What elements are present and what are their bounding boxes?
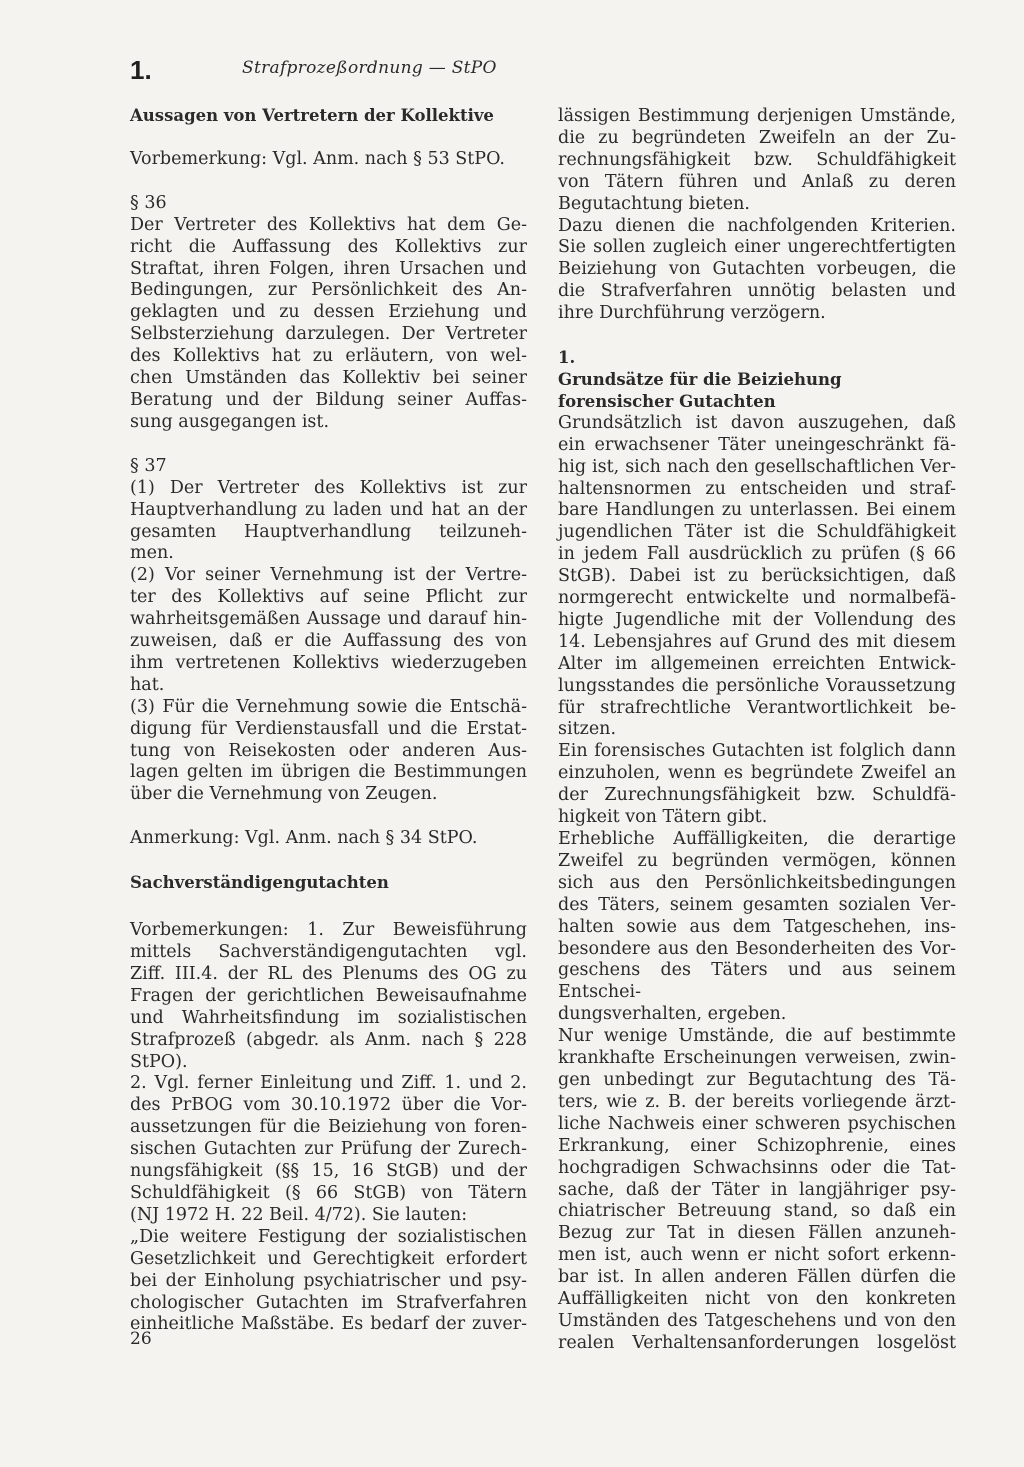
text-line: bar ist. In allen anderen Fällen dürfen die — [558, 1267, 956, 1288]
text-line: Vorbemerkungen: 1. Zur Beweisführung — [130, 920, 527, 941]
page-header — [130, 55, 520, 85]
text-line: krankhafte Erscheinungen verweisen, zwin- — [558, 1048, 956, 1069]
left-column — [130, 105, 527, 1336]
text-line: zuweisen, daß er die Auffassung des von — [130, 631, 527, 652]
text-line: nungsfähigkeit (§§ 15, 16 StGB) und der — [130, 1161, 527, 1182]
text-line: ter des Kollektivs auf seine Pflicht zur — [130, 587, 527, 608]
text-line: hat. — [130, 674, 165, 695]
text-line: (3) Für die Vernehmung sowie die Entschä- — [130, 696, 527, 717]
text-line: Zweifel zu begründen vermögen, können — [558, 850, 956, 871]
text-line: sischen Gutachten zur Prüfung der Zurech- — [130, 1139, 527, 1160]
text-line: und Wahrheitsfindung im sozialistischen — [130, 1007, 527, 1028]
text-line: Erhebliche Auffälligkeiten, die derartige — [558, 829, 956, 849]
section-heading-sachverstaendige: Sachverständigengutachten — [130, 873, 389, 893]
text-line: ein erwachsener Täter uneingeschränkt fä- — [558, 434, 956, 455]
text-line: aussetzungen für die Beiziehung von foren- — [130, 1117, 527, 1138]
note-37: Anmerkung: Vgl. Anm. nach § 34 StPO. — [130, 828, 478, 849]
text-line: Bezug zur Tat in diesen Fällen anzuneh- — [558, 1223, 956, 1244]
text-line: einzuholen, wenn es begründete Zweifel an — [558, 763, 956, 784]
text-line: Grundsätzlich ist davon auszugehen, daß — [558, 412, 956, 433]
text-line: Ziff. III.4. der RL des Plenums des OG zu — [130, 963, 527, 984]
text-line: men. — [130, 543, 174, 564]
right-column — [558, 106, 956, 1355]
text-line: 14. Lebensjahres auf Grund des mit diesem — [558, 631, 956, 652]
text-line: hochgradigen Schwachsinns oder die Tat- — [558, 1157, 956, 1178]
text-line: Selbsterziehung darzulegen. Der Vertreter — [130, 324, 527, 345]
section-1-body — [558, 413, 956, 1355]
intro-continuation — [558, 106, 956, 325]
text-line: men ist, auch wenn er nicht sofort erkenn- — [558, 1245, 956, 1266]
text-line: higkeit von Tätern gibt. — [558, 807, 768, 828]
text-line: die zu begründeten Zweifeln an der Zu- — [558, 127, 956, 148]
paragraph-36-text — [130, 215, 527, 434]
text-line: StGB). Dabei ist zu berücksichtigen, daß — [558, 566, 956, 587]
section-title-line: forensischer Gutachten — [558, 391, 776, 411]
paragraph-label-37: § 37 — [130, 455, 167, 476]
text-line: (1) Der Vertreter des Kollektivs ist zur — [130, 477, 527, 498]
text-line: Bedingungen, zur Persönlichkeit des An- — [130, 280, 527, 301]
text-line: Begutachtung bieten. — [558, 193, 750, 214]
chapter-number: 1. — [130, 55, 152, 85]
text-line: geklagten und zu dessen Erziehung und — [130, 302, 527, 323]
text-line: richt die Auffassung des Kollektivs zur — [130, 236, 527, 257]
text-line: Gesetzlichkeit und Gerechtigkeit erfordert — [130, 1248, 527, 1269]
text-line: ters, wie z. B. der bereits vorliegende ärzt- — [558, 1091, 956, 1112]
text-line: Straftat, ihren Folgen, ihren Ursachen und — [130, 258, 527, 279]
text-line: higte Jugendliche mit der Vollendung des — [558, 609, 956, 630]
text-line: bare Handlungen zu unterlassen. Bei einem — [558, 500, 956, 521]
text-line: liche Nachweis einer schweren psychischen — [558, 1113, 956, 1134]
text-line: wahrheitsgemäßen Aussage und darauf hin- — [130, 609, 527, 630]
text-line: besondere aus den Besonderheiten des Vor- — [558, 938, 956, 959]
text-line: rechnungsfähigkeit bzw. Schuldfähigkeit — [558, 149, 956, 170]
section-title-line: Grundsätze für die Beiziehung — [558, 369, 842, 389]
text-line: bei der Einholung psychiatrischer und psy- — [130, 1270, 527, 1291]
page-number: 26 — [130, 1329, 152, 1349]
text-line: jugendlichen Täter ist die Schuldfähigkeit — [558, 522, 956, 543]
text-line: lungsstandes die persönliche Voraussetzung — [558, 675, 956, 696]
text-line: mittels Sachverständigengutachten vgl. — [130, 942, 527, 962]
text-line: die Strafverfahren unnötig belasten und — [558, 281, 956, 302]
text-line: haltensnormen zu entscheiden und straf- — [558, 478, 956, 499]
text-line: realen Verhaltensanforderungen losgelöst — [558, 1332, 956, 1353]
text-line: ihre Durchführung verzögern. — [558, 303, 826, 324]
text-line: lässigen Bestimmung derjenigen Umstände, — [558, 106, 956, 126]
text-line: sitzen. — [558, 719, 617, 740]
text-line: „Die weitere Festigung der sozialistischen — [130, 1226, 527, 1247]
text-line: hig ist, sich nach den gesellschaftlichen Ver- — [558, 456, 956, 477]
text-line: Dazu dienen die nachfolgenden Kriterien. — [558, 215, 956, 236]
text-line: 2. Vgl. ferner Einleitung und Ziff. 1. und 2. — [130, 1073, 527, 1094]
text-line: sung ausgegangen ist. — [130, 411, 330, 432]
text-line: Ein forensisches Gutachten ist folglich dann — [558, 741, 956, 762]
text-line: (2) Vor seiner Vernehmung ist der Vertre- — [130, 565, 527, 586]
text-line: Fragen der gerichtlichen Beweisaufnahme — [130, 985, 527, 1006]
running-title: Strafprozeßordnung — StPO — [242, 58, 497, 78]
text-line: gesamten Hauptverhandlung teilzuneh- — [130, 521, 527, 542]
text-line: ihm vertretenen Kollektivs wiederzugeben — [130, 652, 527, 673]
text-line: über die Vernehmung von Zeugen. — [130, 784, 438, 805]
text-line: Sie sollen zugleich einer ungerechtfertigten — [558, 237, 956, 258]
paragraph-37-text — [130, 478, 527, 807]
section-number-1: 1. — [558, 348, 576, 368]
text-line: sache, daß der Täter in langjähriger psy- — [558, 1179, 956, 1200]
text-line: der Zurechnungsfähigkeit bzw. Schuldfä- — [558, 785, 956, 806]
section-heading-kollektive: Aussagen von Vertretern der Kollektive — [130, 106, 494, 125]
text-line: Schuldfähigkeit (§ 66 StGB) von Tätern — [130, 1182, 527, 1203]
text-line: tung von Reisekosten oder anderen Aus- — [130, 740, 527, 761]
text-line: Auffälligkeiten nicht von den konkreten — [558, 1289, 956, 1310]
text-line: Beratung und der Bildung seiner Auffas- — [130, 389, 527, 410]
prelim-note-36: Vorbemerkung: Vgl. Anm. nach § 53 StPO. — [130, 148, 505, 169]
paragraph-label-36: § 36 — [130, 192, 167, 213]
text-line: (NJ 1972 H. 22 Beil. 4/72). Sie lauten: — [130, 1204, 468, 1225]
text-line: Hauptverhandlung zu laden und hat an der — [130, 499, 527, 520]
text-line: Nur wenige Umstände, die auf bestimmte — [558, 1026, 956, 1047]
text-line: des Kollektivs hat zu erläutern, von wel- — [130, 346, 527, 367]
text-line: Erkrankung, einer Schizophrenie, eines — [558, 1135, 956, 1156]
text-line: für strafrechtliche Verantwortlichkeit be- — [558, 697, 956, 718]
text-line: chen Umständen das Kollektiv bei seiner — [130, 368, 527, 389]
text-line: des PrBOG vom 30.10.1972 über die Vor- — [130, 1095, 527, 1116]
text-line: in jedem Fall ausdrücklich zu prüfen (§ 66 — [558, 544, 956, 565]
text-line: Beiziehung von Gutachten vorbeugen, die — [558, 259, 956, 280]
text-line: StPO). — [130, 1051, 188, 1072]
text-line: lagen gelten im übrigen die Bestimmungen — [130, 762, 527, 783]
text-line: des Täters, seinem gesamten sozialen Ver- — [558, 894, 956, 915]
text-line: sich aus den Persönlichkeitsbedingungen — [558, 872, 956, 893]
text-line: Der Vertreter des Kollektivs hat dem Ge- — [130, 214, 527, 235]
text-line: dungsverhalten, ergeben. — [558, 1004, 787, 1025]
text-line: normgerecht entwickelte und normalbefä- — [558, 588, 956, 609]
text-line: halten sowie aus dem Tatgeschehen, ins- — [558, 916, 956, 937]
text-line: einheitliche Maßstäbe. Es bedarf der zuver- — [130, 1314, 527, 1335]
text-line: von Tätern führen und Anlaß zu deren — [558, 171, 956, 192]
text-line: Umständen des Tatgeschehens und von den — [558, 1310, 956, 1331]
text-line: digung für Verdienstausfall und die Erstat- — [130, 718, 527, 739]
text-line: Strafprozeß (abgedr. als Anm. nach § 228 — [130, 1029, 527, 1050]
text-line: chologischer Gutachten im Strafverfahren — [130, 1292, 527, 1313]
text-line: chiatrischer Betreuung stand, so daß ein — [558, 1201, 956, 1222]
text-line: Alter im allgemeinen erreichten Entwick- — [558, 653, 956, 674]
text-line: gen unbedingt zur Begutachtung des Tä- — [558, 1069, 956, 1090]
prelim-remarks — [130, 920, 527, 1336]
text-line: geschens des Täters und aus seinem Entschei- — [558, 960, 956, 1003]
